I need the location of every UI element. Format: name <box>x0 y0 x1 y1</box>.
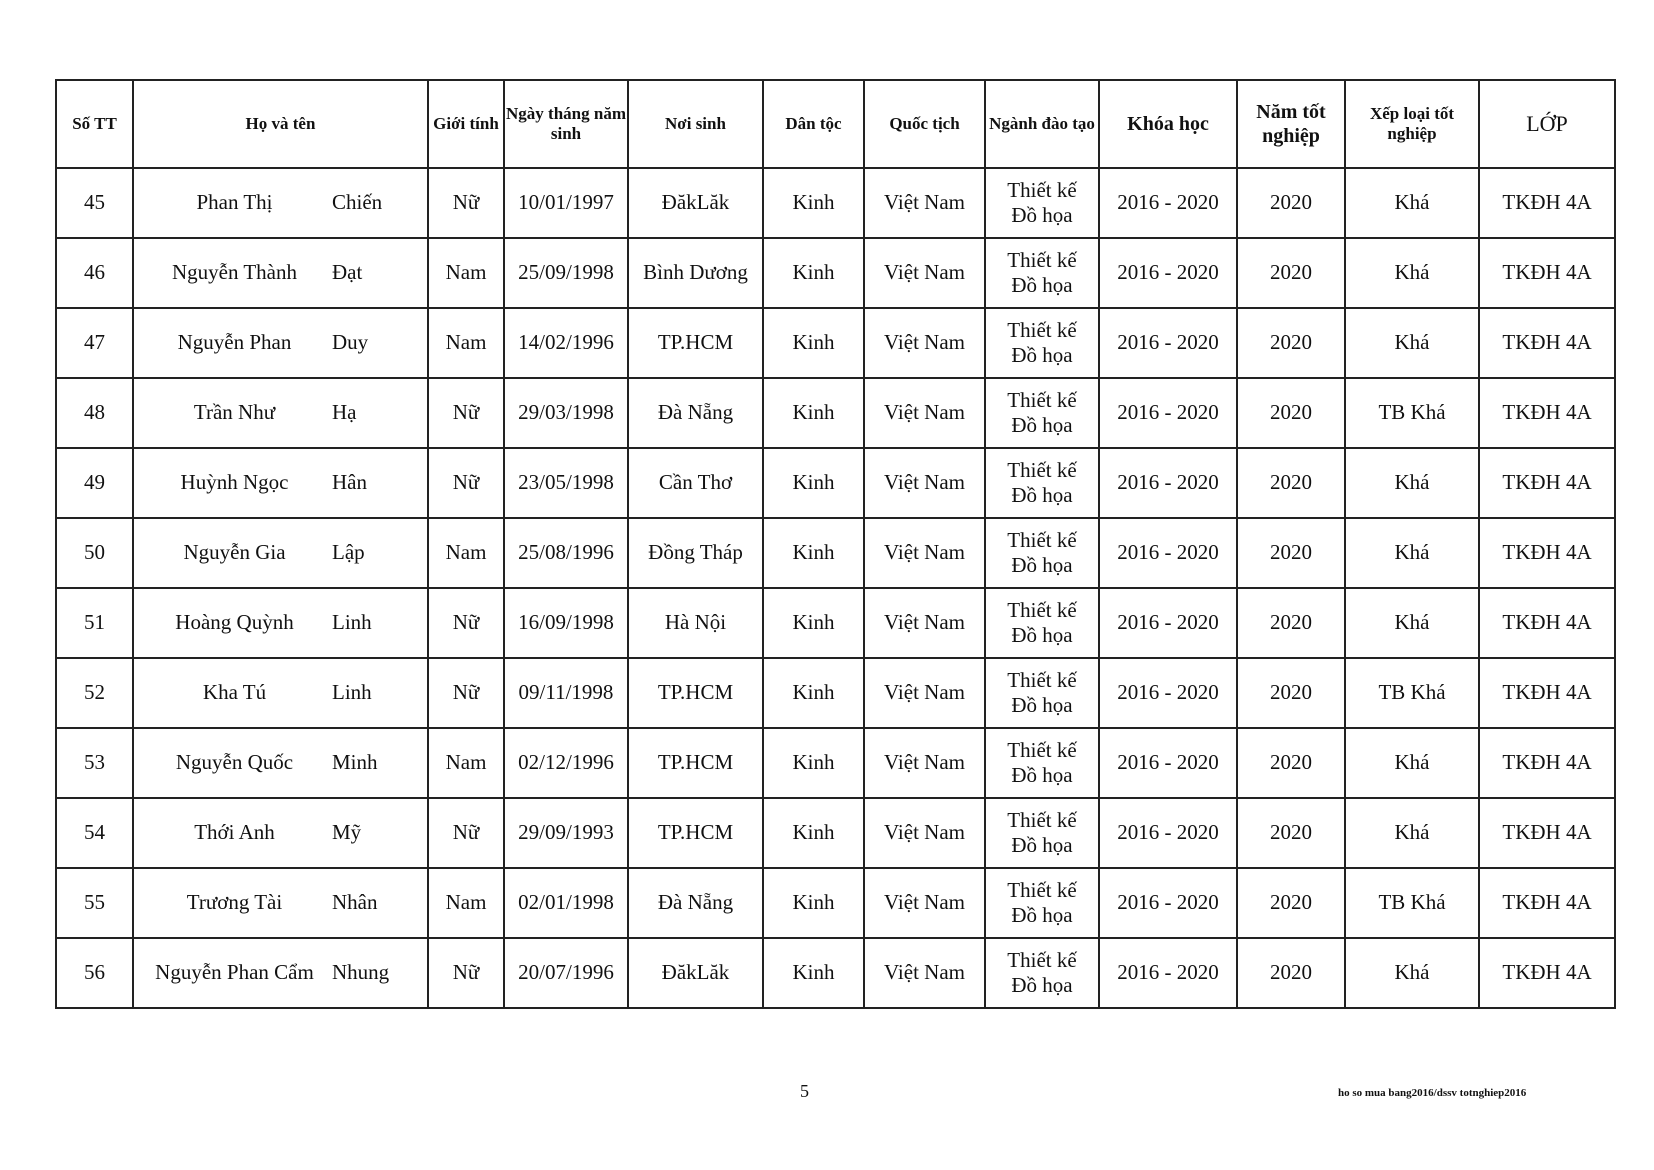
header-dob: Ngày tháng năm sinh <box>504 80 628 168</box>
page-number: 5 <box>800 1081 809 1101</box>
cell-birthplace: Đà Nẵng <box>628 868 763 938</box>
cell-major-line-2: Đồ họa <box>1011 343 1073 367</box>
cell-gender: Nữ <box>428 798 504 868</box>
cell-full-name <box>133 938 428 1008</box>
cell-rank: TB Khá <box>1345 868 1479 938</box>
cell-nationality: Việt Nam <box>864 448 985 518</box>
cell-major-line-2: Đồ họa <box>1011 273 1073 297</box>
header-ethnicity: Dân tộc <box>763 80 864 168</box>
cell-ethnicity: Kinh <box>763 448 864 518</box>
cell-major-line-1: Thiết kế <box>1007 387 1077 412</box>
cell-rank: Khá <box>1345 798 1479 868</box>
cell-rank: TB Khá <box>1345 378 1479 448</box>
cell-stt: 49 <box>56 448 133 518</box>
cell-major <box>985 588 1099 658</box>
cell-rank: Khá <box>1345 308 1479 378</box>
cell-nationality: Việt Nam <box>864 168 985 238</box>
cell-gender: Nam <box>428 308 504 378</box>
cell-major-line-2: Đồ họa <box>1011 693 1073 717</box>
cell-class: TKĐH 4A <box>1479 728 1615 798</box>
cell-last-name: Nguyễn Phan <box>177 330 292 355</box>
cell-major-line-1: Thiết kế <box>1007 877 1077 902</box>
cell-last-name: Hoàng Quỳnh <box>175 610 294 635</box>
cell-ethnicity: Kinh <box>763 308 864 378</box>
cell-major <box>985 168 1099 238</box>
header-name: Họ và tên <box>133 80 428 168</box>
cell-stt: 48 <box>56 378 133 448</box>
cell-major-line-1: Thiết kế <box>1007 947 1077 972</box>
cell-rank: Khá <box>1345 448 1479 518</box>
cell-class: TKĐH 4A <box>1479 168 1615 238</box>
cell-ethnicity: Kinh <box>763 728 864 798</box>
cell-stt: 54 <box>56 798 133 868</box>
header-rank: Xếp loại tốt nghiệp <box>1345 80 1479 168</box>
cell-gender: Nam <box>428 518 504 588</box>
cell-rank: Khá <box>1345 728 1479 798</box>
cell-gender: Nam <box>428 728 504 798</box>
cell-major <box>985 938 1099 1008</box>
cell-stt: 50 <box>56 518 133 588</box>
cell-first-name: Minh <box>332 750 378 775</box>
cell-ethnicity: Kinh <box>763 168 864 238</box>
cell-major-line-2: Đồ họa <box>1011 553 1073 577</box>
cell-first-name: Duy <box>332 330 369 355</box>
cell-major <box>985 728 1099 798</box>
cell-first-name: Mỹ <box>332 820 362 845</box>
cell-first-name: Lập <box>332 540 365 565</box>
cell-birthplace: Đồng Tháp <box>628 518 763 588</box>
table-row <box>56 728 1615 798</box>
cell-course: 2016 - 2020 <box>1099 938 1237 1008</box>
cell-gender: Nữ <box>428 588 504 658</box>
header-stt: Số TT <box>56 80 133 168</box>
cell-full-name <box>133 308 428 378</box>
cell-gender: Nữ <box>428 448 504 518</box>
cell-grad-year: 2020 <box>1237 448 1345 518</box>
table-row <box>56 448 1615 518</box>
cell-last-name: Nguyễn Quốc <box>175 750 294 775</box>
cell-full-name <box>133 168 428 238</box>
cell-major-line-1: Thiết kế <box>1007 597 1077 622</box>
cell-dob: 02/01/1998 <box>504 868 628 938</box>
cell-course: 2016 - 2020 <box>1099 588 1237 658</box>
cell-gender: Nữ <box>428 938 504 1008</box>
cell-birthplace: TP.HCM <box>628 728 763 798</box>
cell-ethnicity: Kinh <box>763 658 864 728</box>
table-row <box>56 308 1615 378</box>
cell-major-line-1: Thiết kế <box>1007 527 1077 552</box>
cell-birthplace: Đà Nẵng <box>628 378 763 448</box>
table-row <box>56 588 1615 658</box>
cell-last-name: Nguyễn Gia <box>183 540 286 565</box>
cell-rank: TB Khá <box>1345 658 1479 728</box>
cell-major-line-1: Thiết kế <box>1007 737 1077 762</box>
cell-ethnicity: Kinh <box>763 868 864 938</box>
cell-class: TKĐH 4A <box>1479 938 1615 1008</box>
cell-rank: Khá <box>1345 168 1479 238</box>
cell-dob: 20/07/1996 <box>504 938 628 1008</box>
cell-dob: 25/09/1998 <box>504 238 628 308</box>
cell-major-line-2: Đồ họa <box>1011 413 1073 437</box>
cell-full-name <box>133 728 428 798</box>
cell-class: TKĐH 4A <box>1479 308 1615 378</box>
cell-major-line-2: Đồ họa <box>1011 833 1073 857</box>
cell-gender: Nam <box>428 868 504 938</box>
cell-class: TKĐH 4A <box>1479 448 1615 518</box>
table-row <box>56 238 1615 308</box>
cell-nationality: Việt Nam <box>864 658 985 728</box>
cell-class: TKĐH 4A <box>1479 378 1615 448</box>
table-row <box>56 868 1615 938</box>
cell-major <box>985 238 1099 308</box>
cell-full-name <box>133 868 428 938</box>
cell-major <box>985 378 1099 448</box>
cell-major-line-2: Đồ họa <box>1011 483 1073 507</box>
cell-grad-year: 2020 <box>1237 168 1345 238</box>
cell-class: TKĐH 4A <box>1479 798 1615 868</box>
cell-grad-year: 2020 <box>1237 518 1345 588</box>
cell-grad-year: 2020 <box>1237 238 1345 308</box>
cell-first-name: Hạ <box>332 400 357 425</box>
cell-full-name <box>133 448 428 518</box>
cell-gender: Nữ <box>428 168 504 238</box>
header-nationality: Quốc tịch <box>864 80 985 168</box>
cell-ethnicity: Kinh <box>763 238 864 308</box>
cell-stt: 51 <box>56 588 133 658</box>
cell-stt: 53 <box>56 728 133 798</box>
cell-ethnicity: Kinh <box>763 378 864 448</box>
cell-course: 2016 - 2020 <box>1099 378 1237 448</box>
cell-dob: 10/01/1997 <box>504 168 628 238</box>
cell-nationality: Việt Nam <box>864 868 985 938</box>
table-row <box>56 518 1615 588</box>
cell-birthplace: Cần Thơ <box>628 448 763 518</box>
cell-major-line-2: Đồ họa <box>1011 203 1073 227</box>
cell-nationality: Việt Nam <box>864 798 985 868</box>
cell-stt: 56 <box>56 938 133 1008</box>
header-class: LỚP <box>1479 80 1615 168</box>
cell-last-name: Nguyễn Phan Cẩm <box>155 960 314 985</box>
cell-course: 2016 - 2020 <box>1099 658 1237 728</box>
cell-dob: 16/09/1998 <box>504 588 628 658</box>
cell-full-name <box>133 518 428 588</box>
cell-birthplace: TP.HCM <box>628 798 763 868</box>
cell-course: 2016 - 2020 <box>1099 728 1237 798</box>
header-gender: Giới tính <box>428 80 504 168</box>
cell-major <box>985 518 1099 588</box>
cell-dob: 23/05/1998 <box>504 448 628 518</box>
cell-class: TKĐH 4A <box>1479 238 1615 308</box>
cell-full-name <box>133 238 428 308</box>
cell-last-name: Kha Tú <box>202 680 267 705</box>
cell-last-name: Trần Như <box>193 400 276 425</box>
cell-major <box>985 658 1099 728</box>
table-row <box>56 798 1615 868</box>
cell-major <box>985 798 1099 868</box>
cell-grad-year: 2020 <box>1237 798 1345 868</box>
cell-nationality: Việt Nam <box>864 518 985 588</box>
cell-birthplace: Bình Dương <box>628 238 763 308</box>
cell-nationality: Việt Nam <box>864 308 985 378</box>
cell-gender: Nam <box>428 238 504 308</box>
cell-class: TKĐH 4A <box>1479 588 1615 658</box>
cell-major <box>985 308 1099 378</box>
cell-birthplace: TP.HCM <box>628 308 763 378</box>
cell-class: TKĐH 4A <box>1479 518 1615 588</box>
cell-class: TKĐH 4A <box>1479 658 1615 728</box>
cell-nationality: Việt Nam <box>864 378 985 448</box>
cell-first-name: Nhân <box>332 890 378 915</box>
cell-major-line-2: Đồ họa <box>1011 903 1073 927</box>
cell-ethnicity: Kinh <box>763 798 864 868</box>
header-grad-year: Năm tốt nghiệp <box>1237 80 1345 168</box>
cell-stt: 52 <box>56 658 133 728</box>
cell-full-name <box>133 588 428 658</box>
cell-full-name <box>133 658 428 728</box>
cell-last-name: Phan Thị <box>196 190 273 215</box>
cell-grad-year: 2020 <box>1237 938 1345 1008</box>
cell-major-line-1: Thiết kế <box>1007 177 1077 202</box>
cell-grad-year: 2020 <box>1237 868 1345 938</box>
file-path-label: ho so mua bang2016/dssv totnghiep2016 <box>1338 1087 1527 1099</box>
cell-ethnicity: Kinh <box>763 938 864 1008</box>
cell-stt: 45 <box>56 168 133 238</box>
cell-first-name: Chiến <box>332 190 383 215</box>
header-major: Ngành đào tạo <box>985 80 1099 168</box>
cell-rank: Khá <box>1345 518 1479 588</box>
graduates-table <box>55 79 1616 1009</box>
cell-major-line-1: Thiết kế <box>1007 807 1077 832</box>
cell-major <box>985 448 1099 518</box>
cell-first-name: Hân <box>332 470 367 495</box>
cell-ethnicity: Kinh <box>763 518 864 588</box>
cell-birthplace: TP.HCM <box>628 658 763 728</box>
cell-first-name: Nhung <box>332 960 390 985</box>
cell-major-line-1: Thiết kế <box>1007 457 1077 482</box>
cell-birthplace: ĐăkLăk <box>628 938 763 1008</box>
table-header-row <box>56 80 1615 168</box>
header-birthplace: Nơi sinh <box>628 80 763 168</box>
cell-grad-year: 2020 <box>1237 378 1345 448</box>
cell-dob: 29/09/1993 <box>504 798 628 868</box>
cell-last-name: Thới Anh <box>194 820 275 845</box>
cell-class: TKĐH 4A <box>1479 868 1615 938</box>
cell-ethnicity: Kinh <box>763 588 864 658</box>
cell-dob: 25/08/1996 <box>504 518 628 588</box>
cell-gender: Nữ <box>428 378 504 448</box>
cell-major-line-1: Thiết kế <box>1007 247 1077 272</box>
cell-grad-year: 2020 <box>1237 728 1345 798</box>
cell-major-line-1: Thiết kế <box>1007 667 1077 692</box>
table-row <box>56 658 1615 728</box>
cell-dob: 29/03/1998 <box>504 378 628 448</box>
cell-rank: Khá <box>1345 938 1479 1008</box>
cell-course: 2016 - 2020 <box>1099 448 1237 518</box>
cell-course: 2016 - 2020 <box>1099 868 1237 938</box>
cell-course: 2016 - 2020 <box>1099 308 1237 378</box>
cell-first-name: Linh <box>332 680 372 705</box>
cell-major-line-2: Đồ họa <box>1011 973 1073 997</box>
header-course: Khóa học <box>1099 80 1237 168</box>
cell-gender: Nữ <box>428 658 504 728</box>
table-row <box>56 938 1615 1008</box>
cell-birthplace: ĐăkLăk <box>628 168 763 238</box>
cell-first-name: Đạt <box>332 260 363 285</box>
cell-major-line-1: Thiết kế <box>1007 317 1077 342</box>
table-row <box>56 168 1615 238</box>
cell-stt: 46 <box>56 238 133 308</box>
cell-full-name <box>133 798 428 868</box>
cell-dob: 02/12/1996 <box>504 728 628 798</box>
cell-dob: 09/11/1998 <box>504 658 628 728</box>
cell-full-name <box>133 378 428 448</box>
cell-stt: 55 <box>56 868 133 938</box>
cell-dob: 14/02/1996 <box>504 308 628 378</box>
cell-last-name: Huỳnh Ngọc <box>180 470 289 495</box>
cell-course: 2016 - 2020 <box>1099 518 1237 588</box>
cell-nationality: Việt Nam <box>864 728 985 798</box>
cell-grad-year: 2020 <box>1237 308 1345 378</box>
cell-major <box>985 868 1099 938</box>
cell-major-line-2: Đồ họa <box>1011 623 1073 647</box>
cell-nationality: Việt Nam <box>864 588 985 658</box>
cell-rank: Khá <box>1345 238 1479 308</box>
cell-last-name: Trương Tài <box>186 890 283 915</box>
cell-course: 2016 - 2020 <box>1099 168 1237 238</box>
cell-major-line-2: Đồ họa <box>1011 763 1073 787</box>
cell-first-name: Linh <box>332 610 372 635</box>
cell-grad-year: 2020 <box>1237 658 1345 728</box>
cell-nationality: Việt Nam <box>864 238 985 308</box>
cell-birthplace: Hà Nội <box>628 588 763 658</box>
table-row <box>56 378 1615 448</box>
cell-nationality: Việt Nam <box>864 938 985 1008</box>
cell-course: 2016 - 2020 <box>1099 798 1237 868</box>
cell-course: 2016 - 2020 <box>1099 238 1237 308</box>
cell-stt: 47 <box>56 308 133 378</box>
cell-last-name: Nguyễn Thành <box>171 260 297 285</box>
cell-grad-year: 2020 <box>1237 588 1345 658</box>
table-body <box>56 168 1615 1008</box>
cell-rank: Khá <box>1345 588 1479 658</box>
